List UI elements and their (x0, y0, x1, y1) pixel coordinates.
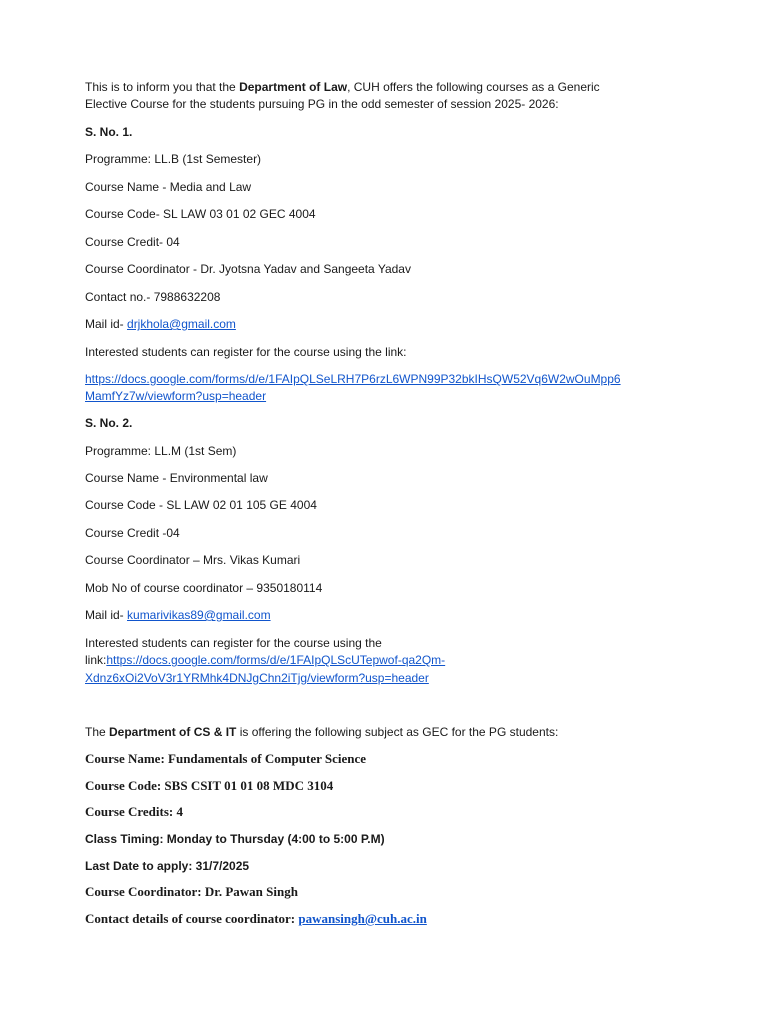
csit-credits: Course Credits: 4 (85, 804, 183, 819)
course1-mail-link[interactable]: drjkhola@gmail.com (127, 317, 236, 331)
csit-course-name: Course Name: Fundamentals of Computer Science (85, 751, 367, 766)
course1-credit: Course Credit- 04 (85, 235, 180, 249)
course2-code: Course Code - SL LAW 02 01 105 GE 4004 (85, 498, 317, 512)
course2-mail (85, 608, 271, 622)
course2-link-prefix: link: (85, 653, 107, 667)
course1-code: Course Code- SL LAW 03 01 02 GEC 4004 (85, 207, 316, 221)
course2-programme: Programme: LL.M (1st Sem) (85, 444, 237, 458)
course2-credit: Course Credit -04 (85, 526, 180, 540)
course2-form-link-line2[interactable]: Xdnz6xOi2VoV3r1YRMhk4DNJgChn2iTjg/viewform?usp=header (85, 671, 429, 685)
course2-coordinator: Course Coordinator – Mrs. Vikas Kumari (85, 553, 301, 567)
course2-form-link-line1[interactable]: https://docs.google.com/forms/d/e/1FAIpQLScUTepwof-qa2Qm- (106, 653, 446, 667)
course2-name: Course Name - Environmental law (85, 471, 268, 485)
course1-mail (85, 317, 236, 331)
course1-serial: S. No. 1. (85, 125, 133, 139)
course2-form-link-cont[interactable] (85, 671, 429, 685)
intro-text-rest: , CUH offers the following courses as a Generic (347, 80, 600, 94)
csit-contact-email[interactable]: pawansingh@cuh.ac.in (298, 911, 427, 926)
csit-contact-label: Contact details of course coordinator: (85, 911, 299, 926)
csit-coordinator: Course Coordinator: Dr. Pawan Singh (85, 884, 298, 899)
csit-intro (85, 725, 558, 739)
course2-mail-label: Mail id- (85, 608, 128, 622)
csit-last-date: Last Date to apply: 31/7/2025 (85, 859, 250, 873)
course1-register-text: Interested students can register for the course using the link: (85, 345, 407, 359)
csit-timing: Class Timing: Monday to Thursday (4:00 to 5:00 P.M) (85, 832, 385, 846)
course1-form-link[interactable] (85, 372, 621, 386)
csit-department: Department of CS & IT (109, 725, 237, 739)
csit-course-code: Course Code: SBS CSIT 01 01 08 MDC 3104 (85, 778, 334, 793)
intro-line-2: Elective Course for the students pursuing PG in the odd semester of session 2025- 2026: (85, 97, 559, 111)
csit-contact (85, 912, 427, 926)
csit-intro-rest: is offering the following subject as GEC for the PG students: (236, 725, 559, 739)
intro-department: Department of Law (239, 80, 348, 94)
course1-coordinator: Course Coordinator - Dr. Jyotsna Yadav and Sangeeta Yadav (85, 262, 411, 276)
csit-intro-text: The (85, 725, 110, 739)
course2-serial: S. No. 2. (85, 416, 133, 430)
course2-mail-link[interactable]: kumarivikas89@gmail.com (127, 608, 271, 622)
course1-name: Course Name - Media and Law (85, 180, 252, 194)
course1-programme: Programme: LL.B (1st Semester) (85, 152, 262, 166)
intro-text: This is to inform you that the (85, 80, 240, 94)
course2-register-text: Interested students can register for the course using the (85, 636, 382, 650)
course2-mob: Mob No of course coordinator – 9350180114 (85, 581, 323, 595)
course1-form-link-cont[interactable] (85, 389, 266, 403)
intro-paragraph (85, 80, 600, 94)
course1-form-link-line1[interactable]: https://docs.google.com/forms/d/e/1FAIpQLSeLRH7P6rzL6WPN99P32bkIHsQW52Vq6W2wOuMpp6 (85, 372, 621, 386)
course1-mail-label: Mail id- (85, 317, 128, 331)
course1-contact: Contact no.- 7988632208 (85, 290, 221, 304)
course1-form-link-line2[interactable]: MamfYz7w/viewform?usp=header (85, 389, 267, 403)
course2-form-link[interactable] (85, 653, 445, 667)
